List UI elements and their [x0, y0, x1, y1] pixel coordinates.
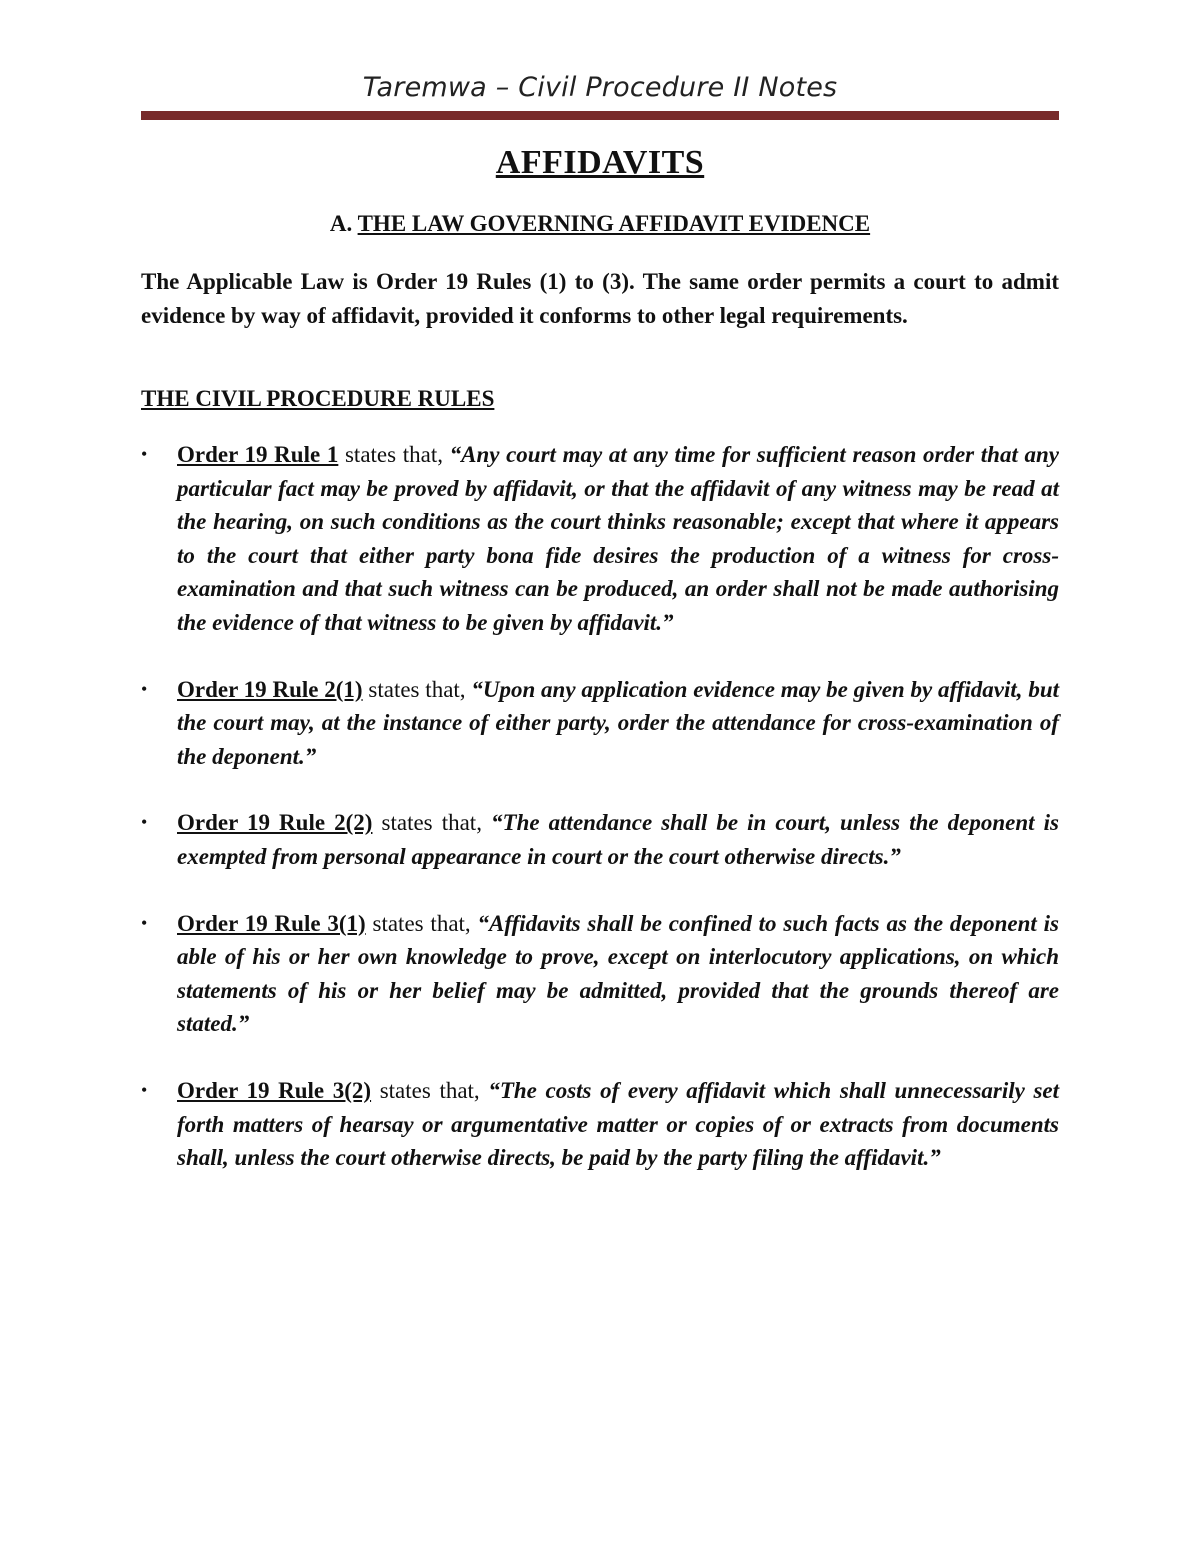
- bullet-icon: •: [141, 912, 148, 933]
- rule-quote: “Any court may at any time for sufficient reason order that any particular fact may be proved by affidavit, or that the affidavit of any witness may be read at the hearing, on such conditions as the court thinks reasonable; except that where it appears to the court that either party bona fide desires the production of a witness for cross-examination and that such witness can be produced, an order shall not be made authorising the evidence of that witness to be given by affidavit.”: [177, 442, 1059, 635]
- rules-list: [141, 438, 1059, 1208]
- rule-quote: “Upon any application evidence may be given by affidavit, but the court may, at the instance of either party, order the attendance for cross-examination of the deponent.”: [177, 676, 1060, 769]
- rule-connector: states that,: [372, 810, 492, 836]
- list-item: [141, 438, 1059, 640]
- list-item: [141, 673, 1059, 774]
- list-item: [141, 1074, 1059, 1175]
- running-header: Taremwa – Civil Procedure II Notes: [362, 72, 838, 103]
- list-item: [141, 907, 1059, 1041]
- bullet-icon: •: [141, 444, 148, 464]
- rule-reference: Order 19 Rule 2(2): [177, 810, 373, 836]
- rule-reference: Order 19 Rule 1: [177, 442, 339, 467]
- document-title: AFFIDAVITS: [495, 144, 705, 181]
- header-rule: [141, 111, 1059, 120]
- rules-subheading: THE CIVIL PROCEDURE RULES: [141, 386, 495, 411]
- section-title: THE LAW GOVERNING AFFIDAVIT EVIDENCE: [357, 211, 871, 236]
- section-number: A.: [329, 211, 353, 236]
- rule-quote: “The attendance shall be in court, unless the deponent is exempted from personal appearance in court or the court otherwise directs.”: [177, 810, 1059, 869]
- list-item: [141, 806, 1059, 873]
- bullet-icon: •: [141, 812, 148, 833]
- bullet-icon: •: [141, 678, 148, 699]
- bullet-icon: •: [141, 1079, 148, 1100]
- rule-connector: states that,: [371, 1077, 489, 1103]
- rule-connector: states that,: [365, 910, 478, 936]
- rule-reference: Order 19 Rule 2(1): [177, 676, 363, 702]
- rule-reference: Order 19 Rule 3(2): [177, 1077, 372, 1103]
- rule-quote: “Affidavits shall be confined to such facts as the deponent is able of his or her own knowledge to prove, except on interlocutory applications, on which statements of his or her belief may be admitted, provided that the grounds thereof are stated.”: [177, 910, 1059, 1037]
- rule-reference: Order 19 Rule 3(1): [177, 910, 366, 936]
- rule-quote: “The costs of every affidavit which shall unnecessarily set forth matters of hearsay or argumentative matter or copies of or extracts from documents shall, unless the court otherwise directs, be paid by the party filing the affidavit.”: [177, 1077, 1060, 1171]
- rule-connector: states that,: [362, 676, 472, 702]
- rule-connector: states that,: [338, 442, 450, 467]
- intro-paragraph: The Applicable Law is Order 19 Rules (1) to (3). The same order permits a court to admit evidence by way of affidavit, provided it conforms to other legal requirements.: [141, 269, 1059, 328]
- section-heading: [141, 211, 1059, 237]
